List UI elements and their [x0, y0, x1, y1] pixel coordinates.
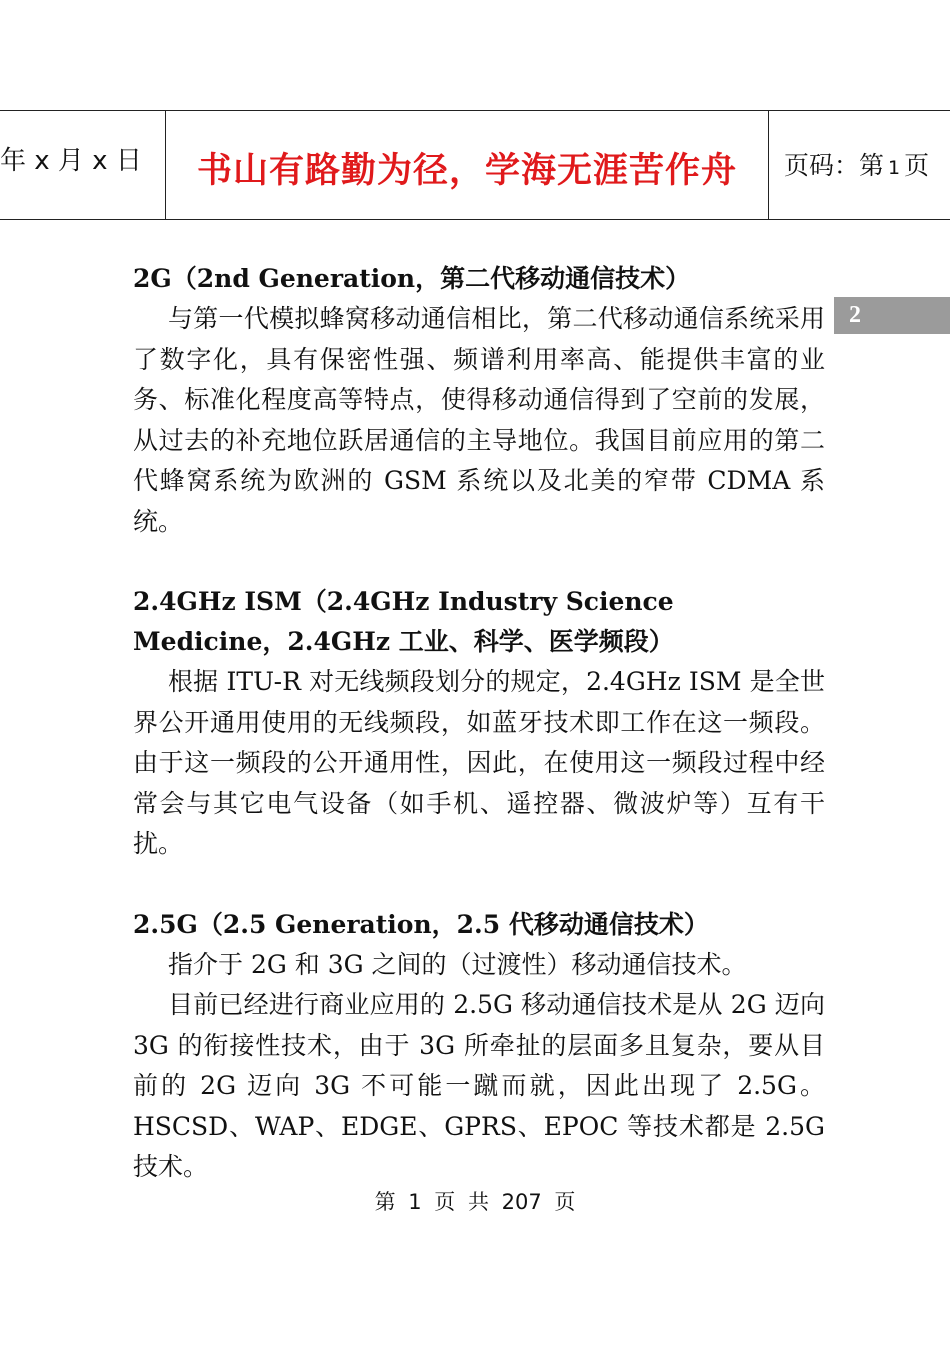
entry-title: 2.5G（2.5 Generation，2.5 代移动通信技术）	[133, 909, 709, 939]
header-motto: 书山有路勤为径，学海无涯苦作舟	[196, 151, 737, 191]
entry-paragraph: 目前已经进行商业应用的 2.5G 移动通信技术是从 2G 迈向 3G 的衔接性技术，由于 3G 所牵扯的层面多且复杂，要从目前的 2G 迈向 3G 不可能一蹴而就，因此出现了 2.5G。HSCSD、WAP、EDGE、GPRS、EPOC 等技术都是 2.5G 技术。	[133, 990, 825, 1181]
entry-title: 2G（2nd Generation，第二代移动通信技术）	[133, 264, 691, 293]
header-page-indicator	[784, 146, 929, 182]
header-date: 年 x 月 x 日	[0, 146, 142, 176]
entry-2-5g	[133, 905, 825, 1188]
entry-2g	[133, 259, 825, 542]
entry-2-4ghz-ism	[133, 582, 825, 865]
header-page-number: 1	[888, 157, 901, 179]
entry-paragraph: 指介于 2G 和 3G 之间的（过渡性）移动通信技术。	[168, 949, 747, 979]
header-divider-right	[768, 110, 769, 220]
header-bottom-rule	[0, 219, 950, 220]
header-page-label: 页码：第	[784, 151, 885, 180]
header-top-rule	[0, 110, 950, 111]
entry-title: 2.4GHz ISM（2.4GHz Industry Science Medicine，2.4GHz 工业、科学、医学频段）	[133, 587, 674, 656]
document-body	[133, 259, 825, 1228]
entry-paragraph: 与第一代模拟蜂窝移动通信相比，第二代移动通信系统采用了数字化，具有保密性强、频谱利用率高、能提供丰富的业务、标准化程度高等特点，使得移动通信得到了空前的发展，从过去的补充地位跃居通信的主导地位。我国目前应用的第二代蜂窝系统为欧洲的 GSM 系统以及北美的窄带 CDMA 系统。	[133, 304, 825, 536]
section-tab: 2	[834, 297, 950, 334]
page-footer: 第 1 页 共 207 页	[374, 1190, 576, 1214]
entry-paragraph: 根据 ITU-R 对无线频段划分的规定，2.4GHz ISM 是全世界公开通用使用的无线频段，如蓝牙技术即工作在这一频段。由于这一频段的公开通用性，因此，在使用这一频段过程中经常会与其它电气设备（如手机、遥控器、微波炉等）互有干扰。	[133, 667, 825, 858]
header-page-suffix: 页	[904, 151, 930, 180]
